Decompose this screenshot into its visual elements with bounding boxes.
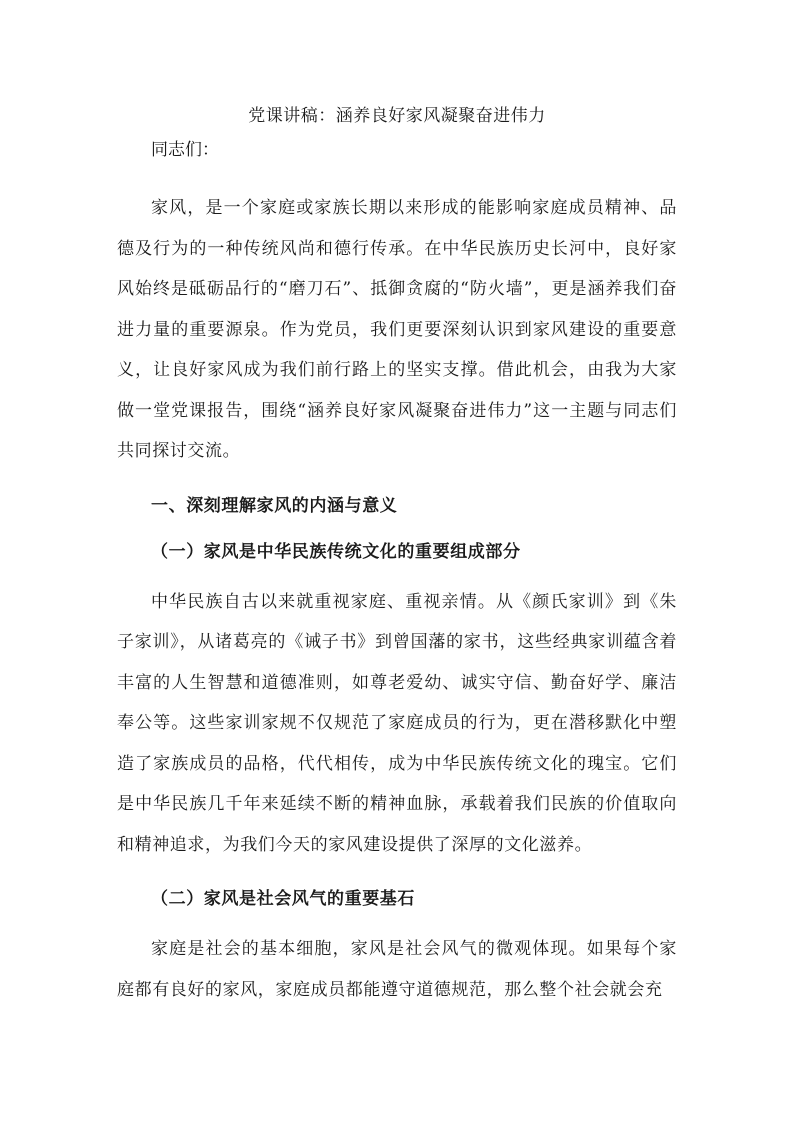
subsection-heading-1: （一）家风是中华民族传统文化的重要组成部分 xyxy=(151,541,521,562)
subsection-paragraph-1: 中华民族自古以来就重视家庭、重视亲情。从《颜氏家训》到《朱子家训》，从诸葛亮的《诫子书》到曾国藩的家书，这些经典家训蕴含着丰富的人生智慧和道德准则，如尊老爱幼、诚实守信、勤奋好学、廉洁奉公等。这些家训家规不仅规范了家庭成员的行为，更在潜移默化中塑造了家族成员的品格，代代相传，成为中华民族传统文化的瑰宝。它们是中华民族几千年来延续不断的精神血脉，承载着我们民族的价值取向和精神追求，为我们今天的家风建设提供了深厚的文化滋养。 xyxy=(117,591,677,855)
salutation: 同志们： xyxy=(151,140,219,160)
subsection-heading-2: （二）家风是社会风气的重要基石 xyxy=(151,889,415,909)
subsection-paragraph-2: 家庭是社会的基本细胞，家风是社会风气的微观体现。如果每个家庭都有良好的家风，家庭成员都能遵守道德规范，那么整个社会就会充 xyxy=(117,939,677,1000)
document-body xyxy=(117,100,677,1028)
document-title: 党课讲稿：涵养良好家风凝聚奋进伟力 xyxy=(248,106,546,126)
intro-paragraph: 家风，是一个家庭或家族长期以来形成的能影响家庭成员精神、品德及行为的一种传统风尚和德行传承。在中华民族历史长河中，良好家风始终是砥砺品行的“磨刀石”、抵御贪腐的“防火墙”，更是涵养我们奋进力量的重要源泉。作为党员，我们更要深刻认识到家风建设的重要意义，让良好家风成为我们前行路上的坚实支撑。借此机会，由我为大家做一堂党课报告，围绕“涵养良好家风凝聚奋进伟力”这一主题与同志们共同探讨交流。 xyxy=(117,198,677,461)
section-heading-1: 一、深刻理解家风的内涵与意义 xyxy=(151,495,398,516)
